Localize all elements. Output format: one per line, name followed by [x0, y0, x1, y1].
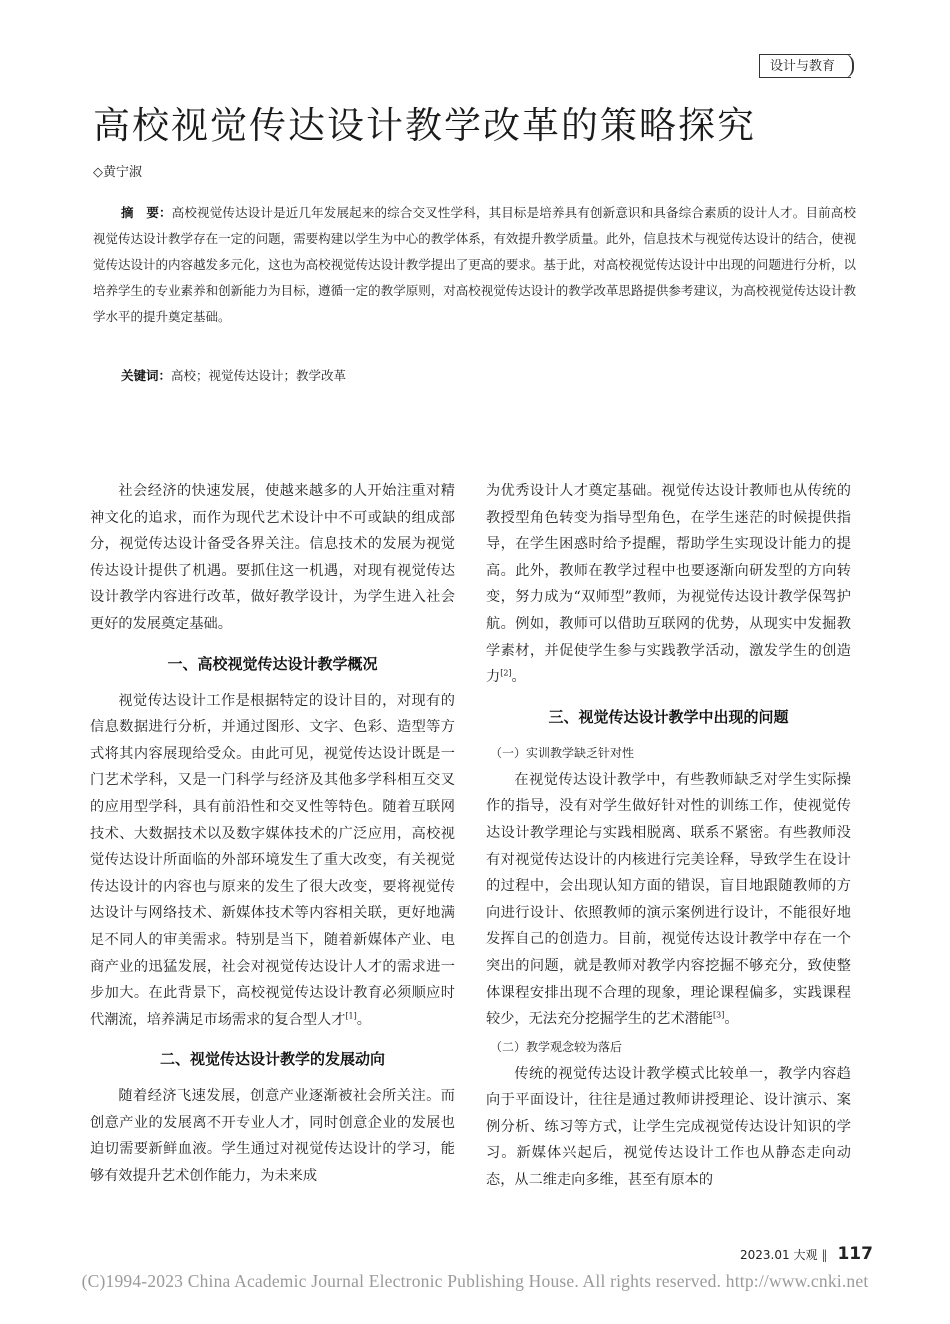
keywords-label: 关键词： — [121, 368, 172, 383]
subsection-heading-2: （二）教学观念较为落后 — [490, 1039, 623, 1054]
copyright-notice: (C)1994-2023 China Academic Journal Electronic Publishing House. All rights reserved. http://www.cnki.net — [81, 1271, 869, 1291]
citation-ref: [1] — [345, 1010, 357, 1020]
footer-separator: ‖ — [821, 1248, 828, 1262]
subsection-1-end: 。 — [724, 1011, 739, 1028]
subsection-1-text: 在视觉传达设计教学中，有些教师缺乏对学生实际操作的指导，没有对学生做好针对性的训练工作，使视觉传达设计教学理论与实践相脱离、联系不紧密。有些教师没有对视觉传达设计的内核进行完美诠释，导致学生在设计的过程中，会出现认知方面的错误，盲目地跟随教师的方向进行设计、依照教师的演示案例进行设计，不能很好地发挥自己的创造力。目前，视觉传达设计教学中存在一个突出的问题，就是教师对教学内容挖掘不够充分，致使整体课程安排出现不合理的现象，理论课程偏多，实践课程较少，无法充分挖掘学生的艺术潜能 — [486, 771, 851, 1028]
keywords-text: 高校；视觉传达设计；教学改革 — [171, 368, 347, 383]
right-column — [486, 478, 851, 1194]
intro-paragraph: 社会经济的快速发展，使越来越多的人开始注重对精神文化的追求，而作为现代艺术设计中不可或缺的组成部分，视觉传达设计备受各界关注。信息技术的发展为视觉传达设计提供了机遇。要抓住这一机遇，对现有视觉传达设计教学内容进行改革，做好教学设计，为学生进入社会更好的发展奠定基础。 — [90, 483, 455, 632]
article-author: ◇黄宁淑 — [93, 165, 142, 180]
section-2-continued — [486, 478, 851, 691]
citation-ref: [2] — [500, 668, 512, 678]
subsection-2-paragraph: 传统的视觉传达设计教学模式比较单一，教学内容趋向于平面设计，往往是通过教师讲授理论、设计演示、案例分析、练习等方式，让学生完成视觉传达设计知识的学习。新媒体兴起后，视觉传达设计工作也从静态走向动态，从二维走向多维，甚至有原本的 — [486, 1065, 851, 1189]
journal-name: 大观 — [793, 1248, 818, 1262]
keywords — [121, 365, 851, 387]
left-column — [90, 478, 455, 1190]
section-1-paragraph — [90, 688, 455, 1034]
issue-date: 2023.01 — [740, 1248, 790, 1262]
subsection-heading-1: （一）实训教学缺乏针对性 — [490, 745, 635, 760]
subsection-1-paragraph — [486, 767, 851, 1033]
section-tag: 设计与教育 — [759, 54, 851, 78]
article-title: 高校视觉传达设计教学改革的策略探究 — [93, 104, 756, 147]
section-tag-bracket — [844, 54, 854, 78]
section-heading-1: 一、高校视觉传达设计教学概况 — [167, 654, 378, 673]
section-2-paragraph: 随着经济飞速发展，创意产业逐渐被社会所关注。而创意产业的发展离不开专业人才，同时创意企业的发展也迫切需要新鲜血液。学生通过对视觉传达设计的学习，能够有效提升艺术创作能力，为未来成 — [90, 1088, 455, 1185]
section-2-end: 。 — [511, 669, 526, 686]
page-number: 117 — [837, 1244, 873, 1264]
section-1-text: 视觉传达设计工作是根据特定的设计目的，对现有的信息数据进行分析，并通过图形、文字、色彩、造型等方式将其内容展现给受众。由此可见，视觉传达设计既是一门艺术学科，又是一门科学与经济及其他多学科相互交叉的应用型学科，具有前沿性和交叉性等特色。随着互联网技术、大数据技术以及数字媒体技术的广泛应用，高校视觉传达设计所面临的外部环境发生了重大改变，有关视觉传达设计的内容也与原来的发生了很大改变，要将视觉传达设计与网络技术、新媒体技术等内容相关联，更好地满足不同人的审美需求。特别是当下，随着新媒体产业、电商产业的迅猛发展，社会对视觉传达设计人才的需求进一步加大。在此背景下，高校视觉传达设计教育必须顺应时代潮流，培养满足市场需求的复合型人才 — [90, 692, 455, 1028]
abstract-text: 高校视觉传达设计是近几年发展起来的综合交叉性学科，其目标是培养具有创新意识和具备综合素质的设计人才。目前高校视觉传达设计教学存在一定的问题，需要构建以学生为中心的教学体系，有效提升教学质量。此外，信息技术与视觉传达设计的结合，使视觉传达设计的内容越发多元化，这也为高校视觉传达设计教学提出了更高的要求。基于此，对高校视觉传达设计中出现的问题进行分析，以培养学生的专业素养和创新能力为目标，遵循一定的教学原则，对高校视觉传达设计的教学改革思路提供参考建议，为高校视觉传达设计教学水平的提升奠定基础。 — [93, 205, 856, 324]
section-heading-2: 二、视觉传达设计教学的发展动向 — [159, 1050, 385, 1069]
citation-ref: [3] — [713, 1010, 725, 1020]
abstract-label: 摘 要： — [121, 205, 172, 220]
page-footer — [740, 1244, 873, 1264]
section-1-end: 。 — [356, 1011, 371, 1028]
section-2-cont-text: 为优秀设计人才奠定基础。视觉传达设计教师也从传统的教授型角色转变为指导型角色，在学生迷茫的时候提供指导，在学生困惑时给予提醒，帮助学生实现设计能力的提高。此外，教师在教学过程中也要逐渐向研发型的方向转变，努力成为“双师型”教师，为视觉传达设计教学保驾护航。例如，教师可以借助互联网的优势，从现实中发掘教学素材，并促使学生参与实践教学活动，激发学生的创造力 — [486, 483, 851, 686]
abstract — [93, 200, 856, 330]
section-heading-3: 三、视觉传达设计教学中出现的问题 — [548, 707, 789, 726]
